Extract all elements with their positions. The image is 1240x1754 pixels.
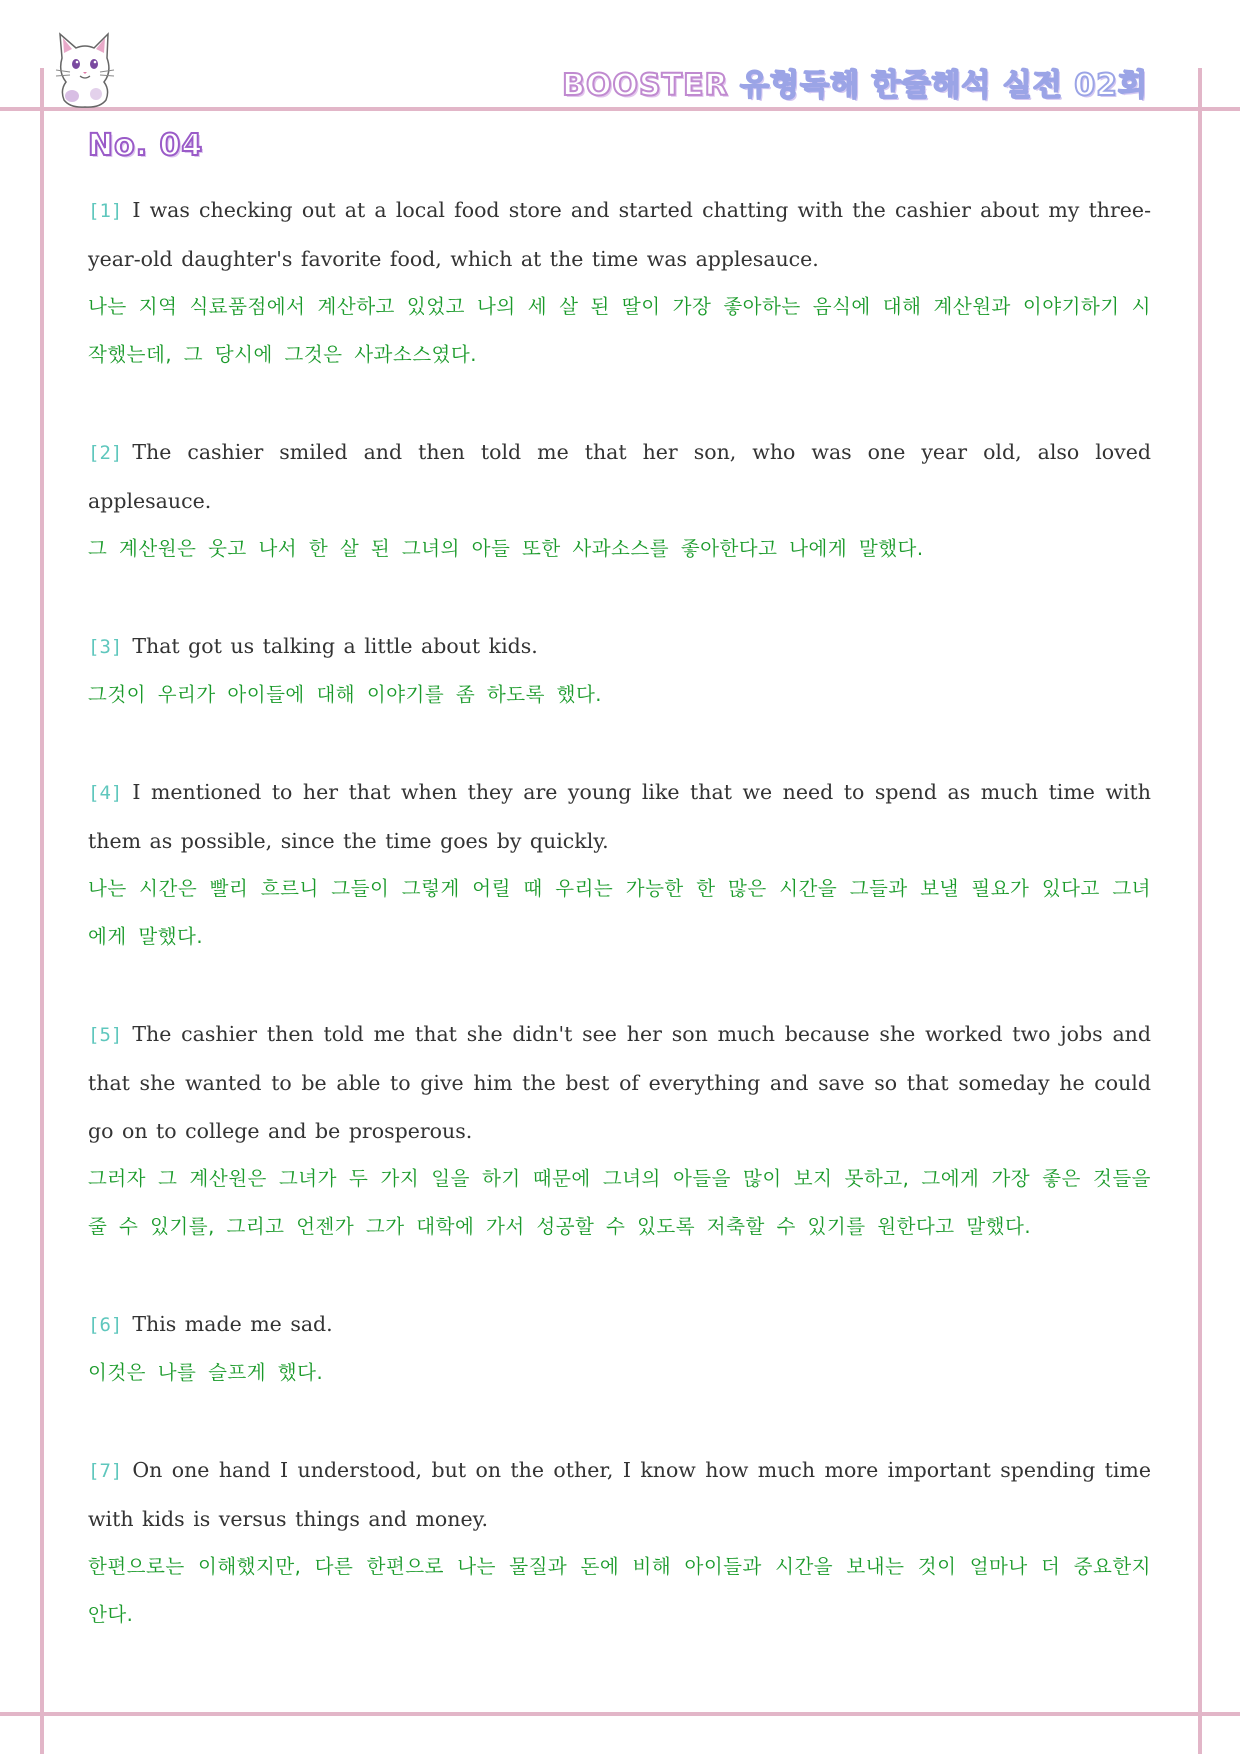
sentence-block: [88, 768, 1151, 961]
header-title-brand: BOOSTER: [562, 68, 729, 103]
korean-translation: 나는 시간은 빨리 흐르니 그들이 그렇게 어릴 때 우리는 가능한 한 많은 시간을 그들과 보낼 필요가 있다고 그녀에게 말했다.: [88, 877, 1151, 948]
sentence-block: [88, 1010, 1151, 1251]
frame-right-line: [1198, 68, 1202, 1754]
english-sentence: [88, 428, 1151, 525]
korean-translation: 이것은 나를 슬프게 했다.: [88, 1361, 324, 1384]
sentence-number: [3]: [88, 636, 123, 658]
sentence-block: [88, 186, 1151, 379]
sentence-number: [5]: [88, 1024, 123, 1046]
english-sentence: [88, 1446, 1151, 1543]
english-sentence: [88, 1010, 1151, 1155]
english-text: On one hand I understood, but on the other, I know how much more important spending time with kids is versus things and money.: [88, 1458, 1151, 1531]
header-title-subtitle: 유형독해 한줄해석 실전 02회: [740, 68, 1148, 103]
cat-mascot-icon: [52, 28, 118, 108]
sentence-number: [2]: [88, 442, 123, 464]
english-text: I was checking out at a local food store and started chatting with the cashier about my three-year-old daughter's favorite food, which at the time was applesauce.: [88, 198, 1151, 271]
sentence-number: [4]: [88, 782, 123, 804]
korean-translation: 나는 지역 식료품점에서 계산하고 있었고 나의 세 살 된 딸이 가장 좋아하는 음식에 대해 계산원과 이야기하기 시작했는데, 그 당시에 그것은 사과소스였다.: [88, 295, 1151, 366]
frame-top-line: [0, 107, 1240, 111]
sentence-number: [6]: [88, 1314, 123, 1336]
sentence-block: [88, 428, 1151, 573]
passage: [88, 186, 1151, 1688]
problem-number: No. 04: [88, 128, 204, 163]
korean-translation: 한편으로는 이해했지만, 다른 한편으로 나는 물질과 돈에 비해 아이들과 시간을 보내는 것이 얼마나 더 중요한지 안다.: [88, 1555, 1151, 1626]
sentence-number: [1]: [88, 200, 123, 222]
english-text: This made me sad.: [132, 1312, 333, 1336]
sentence-block: [88, 622, 1151, 719]
sentence-block: [88, 1446, 1151, 1639]
english-text: The cashier smiled and then told me that her son, who was one year old, also loved applesauce.: [88, 440, 1151, 513]
sentence-number: [7]: [88, 1460, 123, 1482]
english-sentence: [88, 622, 1151, 671]
korean-translation: 그것이 우리가 아이들에 대해 이야기를 좀 하도록 했다.: [88, 683, 603, 706]
sentence-block: [88, 1300, 1151, 1397]
english-sentence: [88, 768, 1151, 865]
frame-bottom-line: [0, 1712, 1240, 1716]
english-text: The cashier then told me that she didn't see her son much because she worked two jobs and that she wanted to be able to give him the best of everything and save so that someday he could go on to college and be prosperous.: [88, 1022, 1151, 1143]
korean-translation: 그러자 그 계산원은 그녀가 두 가지 일을 하기 때문에 그녀의 아들을 많이 보지 못하고, 그에게 가장 좋은 것들을 줄 수 있기를, 그리고 언젠가 그가 대학에 가서 성공할 수 있도록 저축할 수 있기를 원한다고 말했다.: [88, 1167, 1151, 1238]
english-text: I mentioned to her that when they are young like that we need to spend as much time with them as possible, since the time goes by quickly.: [88, 780, 1151, 853]
english-sentence: [88, 186, 1151, 283]
korean-translation: 그 계산원은 웃고 나서 한 살 된 그녀의 아들 또한 사과소스를 좋아한다고 나에게 말했다.: [88, 537, 924, 560]
header-title: [562, 60, 1148, 104]
english-text: That got us talking a little about kids.: [132, 634, 538, 658]
frame-left-line: [40, 68, 44, 1754]
english-sentence: [88, 1300, 1151, 1349]
